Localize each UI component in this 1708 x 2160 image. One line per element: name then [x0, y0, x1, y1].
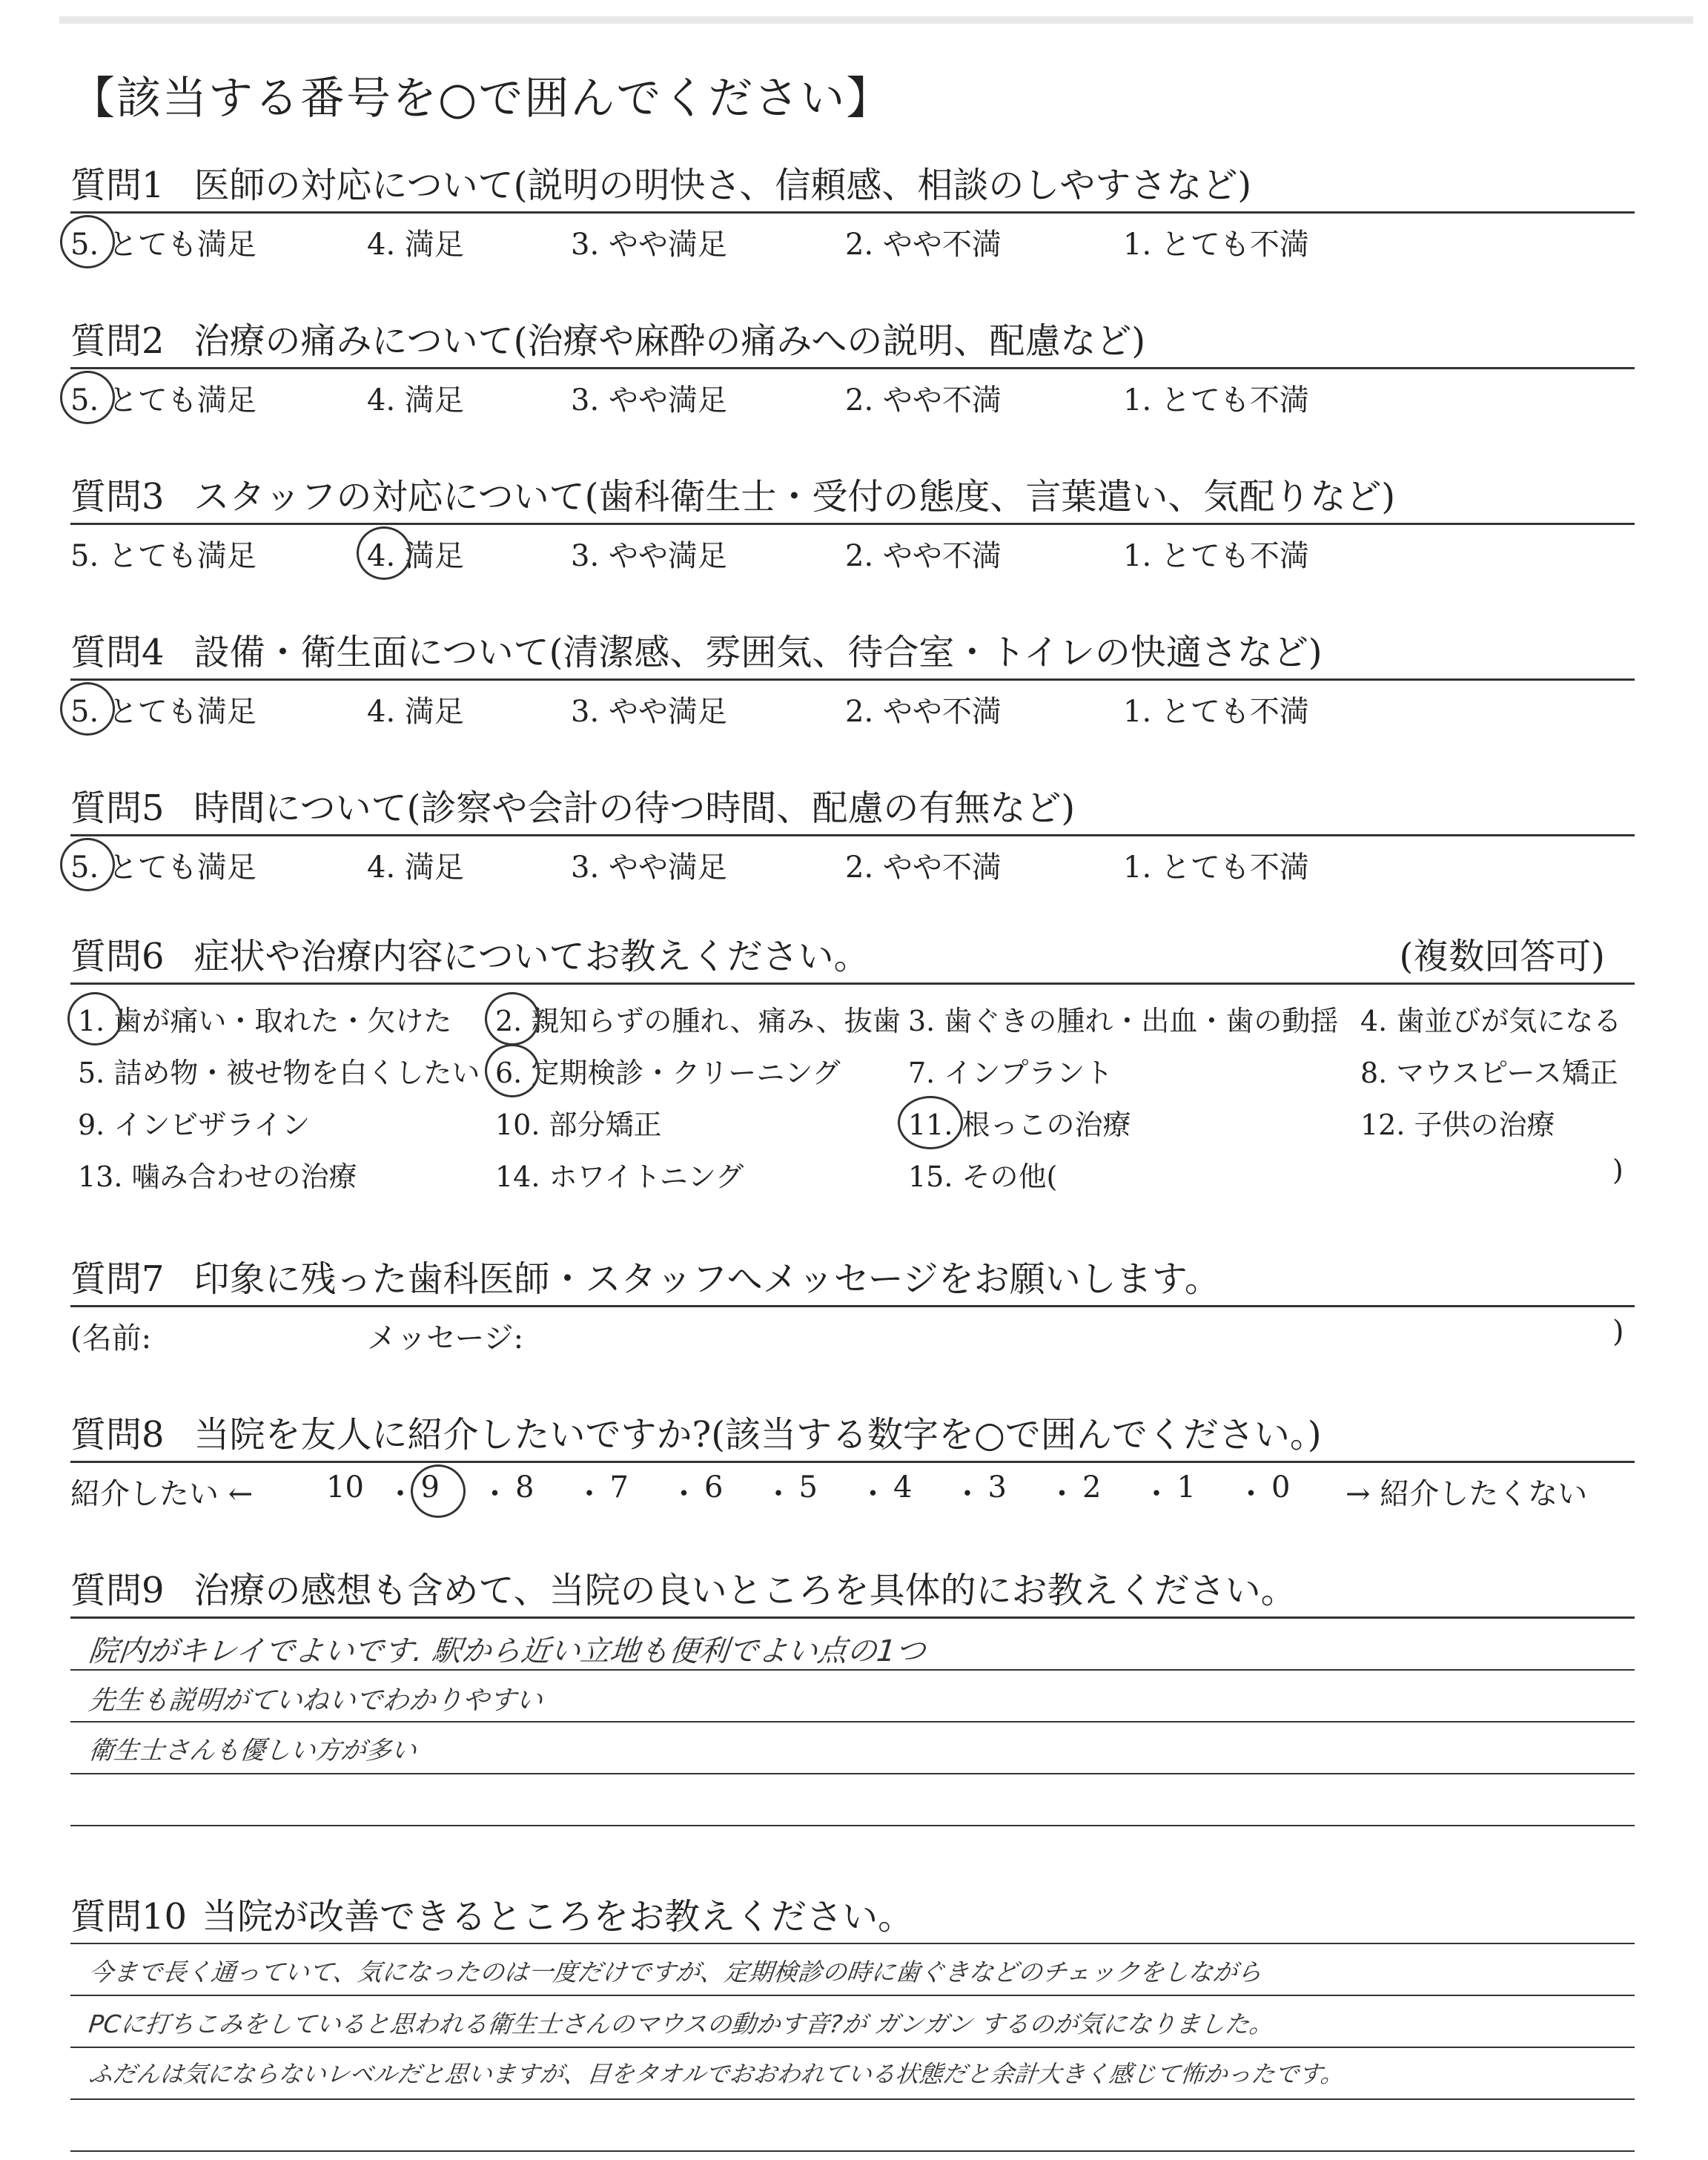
- question-3: [70, 471, 1635, 577]
- rating-option-5[interactable]: 5. とても満足: [70, 539, 256, 573]
- name-label: (名前:: [70, 1321, 152, 1355]
- question-5-title: [70, 782, 1635, 836]
- scale-value-10[interactable]: 10: [326, 1470, 364, 1505]
- scale-value-0[interactable]: 0: [1271, 1470, 1291, 1505]
- scale-separator: ・: [1236, 1477, 1266, 1511]
- symptom-option-14[interactable]: 14. ホワイトニング: [495, 1160, 744, 1193]
- scale-separator: ・: [1142, 1477, 1171, 1511]
- symptom-option-6[interactable]: 6. 定期検診・クリーニング: [495, 1050, 841, 1091]
- symptom-option-8[interactable]: 8. マウスピース矯正: [1360, 1057, 1618, 1089]
- rating-option-4[interactable]: 4. 満足: [367, 383, 464, 417]
- scale-value-9[interactable]: 9: [420, 1470, 440, 1505]
- answer-line: [70, 2150, 1635, 2152]
- handwritten-line-1: 院内がキレイでよいです. 駅から近い立地も便利でよい点の1つ: [87, 1634, 927, 1668]
- scale-value-2[interactable]: 2: [1082, 1470, 1102, 1505]
- handwritten-line-3: ふだんは気にならないレベルだと思いますが、目をタオルでおおわれている状態だと余計大きく感じて怖かったです。: [87, 2060, 1346, 2088]
- question-9-title: [70, 1565, 1635, 1619]
- question-text: 印象に残った歯科医師・スタッフへメッセージをお願いします。: [193, 1258, 1220, 1300]
- symptom-option-15[interactable]: 15. その他(: [908, 1160, 1058, 1193]
- symptom-option-3[interactable]: 3. 歯ぐきの腫れ・出血・歯の動揺: [908, 1005, 1339, 1037]
- symptom-option-11[interactable]: 11. 根っこの治療: [908, 1102, 1131, 1143]
- question-number: 質問2: [70, 320, 165, 362]
- rating-option-2[interactable]: 2. やや不満: [845, 539, 1002, 573]
- question-6: [70, 931, 1635, 1200]
- message-fields: [70, 1307, 1635, 1359]
- answer-line: [70, 1773, 1635, 1774]
- scale-separator: ・: [953, 1477, 982, 1511]
- question-text: 時間について(診察や会計の待つ時間、配慮の有無など): [193, 787, 1076, 829]
- good-points-answer[interactable]: [70, 1619, 1635, 1826]
- symptom-option-4[interactable]: 4. 歯並びが気になる: [1360, 1005, 1622, 1037]
- rating-options: [70, 214, 1635, 265]
- question-text: スタッフの対応について(歯科衛生士・受付の態度、言葉遣い、気配りなど): [193, 476, 1396, 518]
- handwritten-line-2: 先生も説明がていねいでわかりやすい: [87, 1685, 544, 1716]
- question-number: 質問10: [70, 1896, 188, 1938]
- question-number: 質問9: [70, 1570, 165, 1611]
- symptom-option-2[interactable]: 2. 親知らずの腫れ、痛み、抜歯: [495, 998, 901, 1039]
- rating-option-1[interactable]: 1. とても不満: [1123, 228, 1309, 262]
- rating-option-5[interactable]: 5. とても満足: [70, 844, 256, 886]
- scan-edge: [59, 16, 1693, 24]
- symptom-option-13[interactable]: 13. 噛み合わせの治療: [78, 1160, 357, 1193]
- handwritten-line-2: PCに打ちこみをしていると思われる衛生士さんのマウスの動かす音?が ガンガン するのが気になりました。: [87, 2009, 1276, 2038]
- rating-option-2[interactable]: 2. やや不満: [845, 851, 1002, 885]
- symptom-option-1[interactable]: 1. 歯が痛い・取れた・欠けた: [78, 998, 451, 1039]
- question-7-title: [70, 1253, 1635, 1307]
- question-9: [70, 1565, 1635, 1826]
- rating-option-5[interactable]: 5. とても満足: [70, 377, 256, 419]
- rating-option-2[interactable]: 2. やや不満: [845, 383, 1002, 417]
- question-number: 質問8: [70, 1414, 165, 1456]
- symptom-option-10[interactable]: 10. 部分矯正: [495, 1109, 662, 1141]
- rating-option-4[interactable]: 4. 満足: [367, 228, 464, 262]
- answer-line: [70, 2047, 1635, 2048]
- scale-separator: ・: [480, 1477, 510, 1511]
- message-close-paren: ): [1612, 1315, 1624, 1349]
- question-number: 質問1: [70, 165, 165, 206]
- answer-line: [70, 1721, 1635, 1723]
- question-6-title: [70, 931, 1635, 985]
- rating-option-3[interactable]: 3. やや満足: [571, 539, 727, 573]
- question-1-title: [70, 159, 1635, 214]
- multiple-answer-note: (複数回答可): [1399, 936, 1605, 977]
- rating-option-3[interactable]: 3. やや満足: [571, 695, 727, 729]
- rating-option-4[interactable]: 4. 満足: [367, 532, 464, 575]
- question-8: [70, 1409, 1635, 1515]
- question-number: 質問3: [70, 476, 165, 518]
- question-text: 治療の痛みについて(治療や麻酔の痛みへの説明、配慮など): [193, 320, 1146, 362]
- rating-option-2[interactable]: 2. やや不満: [845, 228, 1002, 262]
- question-2-title: [70, 315, 1635, 369]
- rating-option-1[interactable]: 1. とても不満: [1123, 539, 1309, 573]
- symptom-options: [70, 985, 1635, 1200]
- form-title: 【該当する番号を○で囲んでください】: [70, 73, 893, 125]
- question-1: [70, 159, 1635, 265]
- message-label: メッセージ:: [367, 1321, 524, 1355]
- question-text: 設備・衛生面について(清潔感、雰囲気、待合室・トイレの快適さなど): [193, 632, 1323, 673]
- scale-separator: ・: [669, 1477, 699, 1511]
- symptom-option-5[interactable]: 5. 詰め物・被せ物を白くしたい: [78, 1057, 480, 1089]
- scale-value-4[interactable]: 4: [893, 1470, 913, 1505]
- scale-separator: ・: [1047, 1477, 1077, 1511]
- rating-option-1[interactable]: 1. とても不満: [1123, 383, 1309, 417]
- rating-option-1[interactable]: 1. とても不満: [1123, 695, 1309, 729]
- question-text: 当院を友人に紹介したいですか?(該当する数字を○で囲んでください。): [193, 1414, 1322, 1456]
- question-number: 質問4: [70, 632, 165, 673]
- question-3-title: [70, 471, 1635, 525]
- scale-value-3[interactable]: 3: [987, 1470, 1007, 1505]
- rating-options: [70, 681, 1635, 733]
- question-number: 質問6: [70, 936, 165, 977]
- rating-option-5[interactable]: 5. とても満足: [70, 688, 256, 730]
- question-text: 症状や治療内容についてお教えください。: [193, 936, 870, 977]
- question-4: [70, 627, 1635, 733]
- rating-option-4[interactable]: 4. 満足: [367, 695, 464, 729]
- scale-value-1[interactable]: 1: [1176, 1470, 1196, 1505]
- question-text: 当院が改善できるところをお教えください。: [202, 1896, 914, 1938]
- question-text: 治療の感想も含めて、当院の良いところを具体的にお教えください。: [193, 1570, 1297, 1611]
- scale-value-7[interactable]: 7: [609, 1470, 629, 1505]
- question-4-title: [70, 627, 1635, 681]
- answer-line: [70, 1995, 1635, 1996]
- scale-value-5[interactable]: 5: [798, 1470, 818, 1505]
- rating-option-3[interactable]: 3. やや満足: [571, 383, 727, 417]
- rating-options: [70, 525, 1635, 577]
- rating-options: [70, 369, 1635, 421]
- handwritten-line-3: 衛生士さんも優しい方が多い: [87, 1736, 418, 1766]
- scale-value-8[interactable]: 8: [515, 1470, 534, 1505]
- rating-option-2[interactable]: 2. やや不満: [845, 695, 1002, 729]
- scale-right-label: → 紹介したくない: [1345, 1477, 1588, 1511]
- question-2: [70, 315, 1635, 421]
- other-close-paren: ): [1612, 1154, 1623, 1186]
- recommend-scale: [70, 1463, 1635, 1515]
- scale-separator: ・: [764, 1477, 793, 1511]
- scale-separator: ・: [575, 1477, 604, 1511]
- question-number: 質問7: [70, 1258, 165, 1300]
- question-text: 医師の対応について(説明の明快さ、信頼感、相談のしやすさなど): [193, 165, 1252, 206]
- rating-option-3[interactable]: 3. やや満足: [571, 851, 727, 885]
- answer-line: [70, 1825, 1635, 1826]
- rating-option-5[interactable]: 5. とても満足: [70, 221, 256, 263]
- symptom-option-9[interactable]: 9. インビザライン: [78, 1109, 311, 1141]
- rating-option-4[interactable]: 4. 満足: [367, 851, 464, 885]
- scale-left-label: 紹介したい ←: [70, 1477, 254, 1511]
- answer-line: [70, 2098, 1635, 2100]
- rating-option-1[interactable]: 1. とても不満: [1123, 851, 1309, 885]
- question-10-title: [70, 1891, 1635, 1944]
- scale-separator: ・: [858, 1477, 888, 1511]
- question-number: 質問5: [70, 787, 165, 829]
- improvement-answer[interactable]: [70, 1944, 1635, 2152]
- handwritten-line-1: 今まで長く通っていて、気になったのは一度だけですが、定期検診の時に歯ぐきなどのチェックをしながら: [87, 1958, 1264, 1986]
- symptom-option-7[interactable]: 7. インプラント: [908, 1057, 1113, 1089]
- rating-option-3[interactable]: 3. やや満足: [571, 228, 727, 262]
- question-7: [70, 1253, 1635, 1359]
- scale-separator: ・: [385, 1477, 415, 1511]
- question-8-title: [70, 1409, 1635, 1463]
- question-10: [70, 1891, 1635, 2152]
- scale-value-6[interactable]: 6: [704, 1470, 724, 1505]
- rating-options: [70, 836, 1635, 888]
- question-5: [70, 782, 1635, 888]
- symptom-option-12[interactable]: 12. 子供の治療: [1360, 1109, 1555, 1141]
